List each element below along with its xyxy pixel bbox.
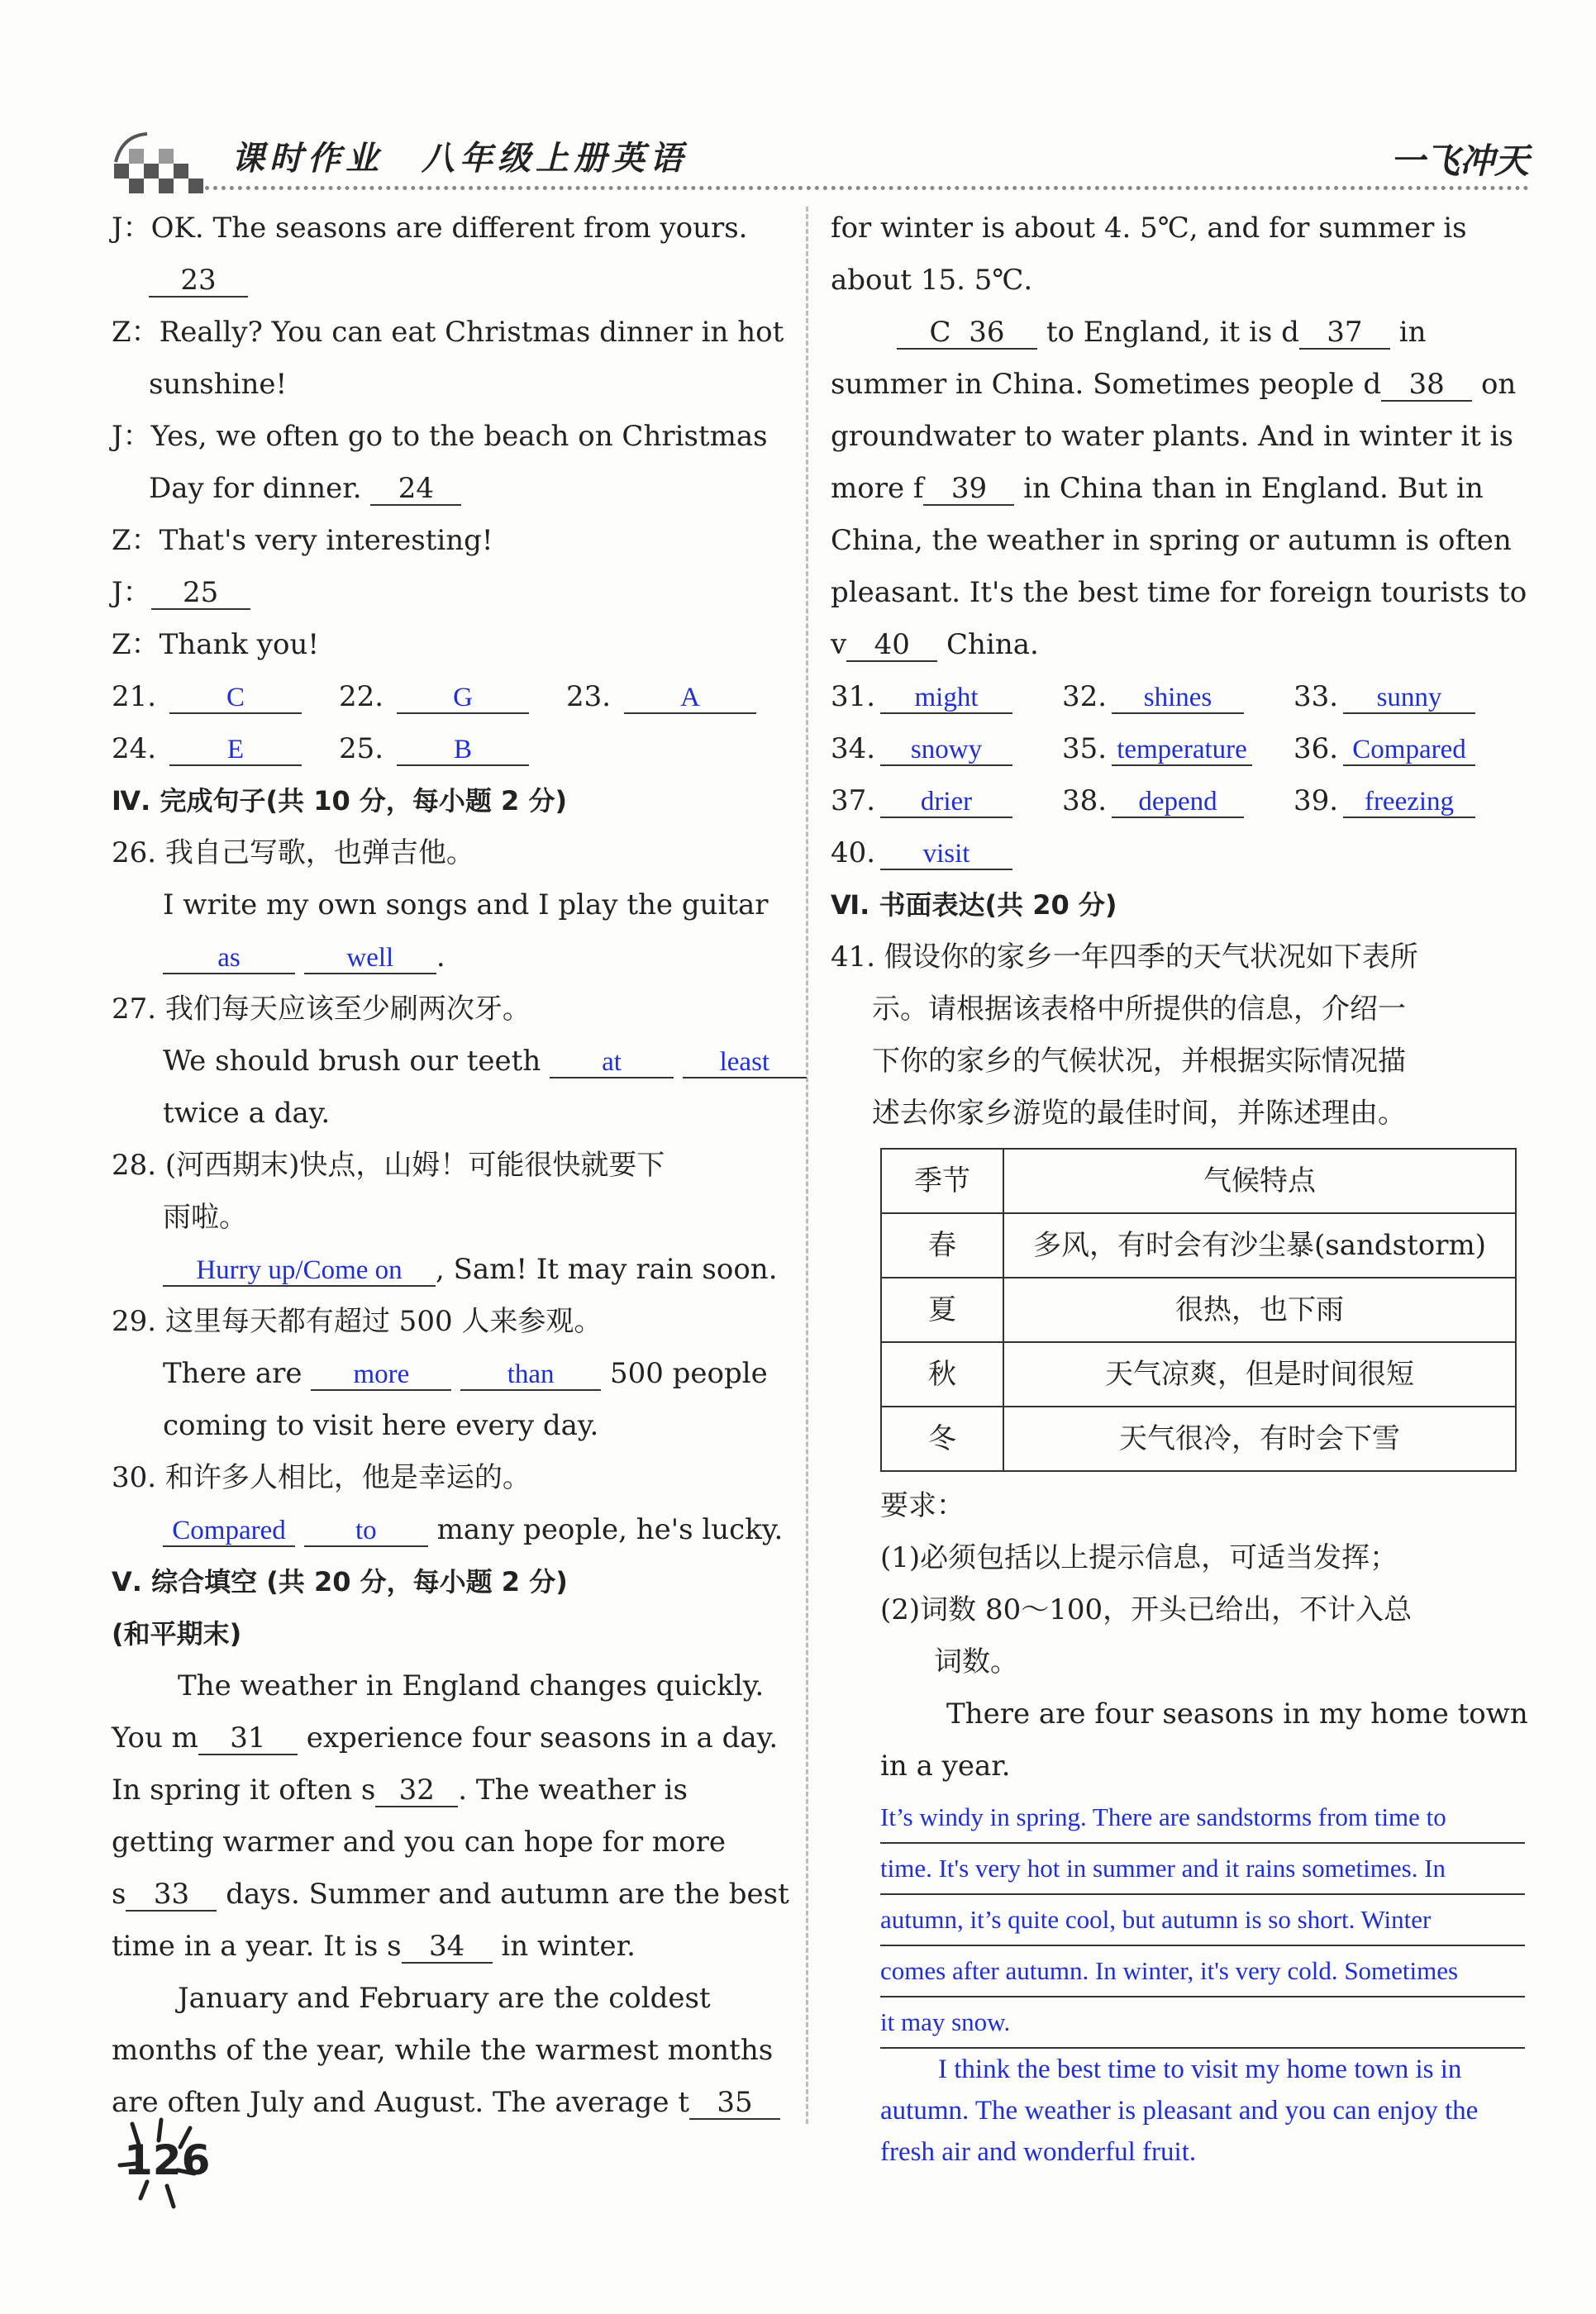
passage-text: China.	[946, 628, 1039, 661]
climate-table	[880, 1148, 1517, 1472]
answer-37: drier	[880, 787, 1012, 818]
passage-line: getting warmer and you can hope for more	[112, 1826, 727, 1859]
dialogue-speaker: J：	[112, 576, 151, 609]
answer-number: 32.	[1062, 680, 1108, 713]
answer-row-21-23	[112, 671, 798, 723]
answer-number: 36.	[1293, 732, 1339, 765]
passage-text: experience four seasons in a day.	[306, 1721, 779, 1755]
passage-text: . The weather is	[458, 1774, 688, 1807]
essay-line: time. It's very hot in summer and it rains sometimes. In	[880, 1844, 1525, 1895]
answer-number: 38.	[1062, 784, 1108, 817]
q29-english: There are	[163, 1357, 303, 1390]
answer-36: Compared	[1343, 735, 1475, 766]
answer-number: 37.	[831, 784, 876, 817]
answer-38: depend	[1112, 787, 1244, 818]
essay-start: in a year.	[880, 1750, 1011, 1783]
blank-35: 35	[689, 2088, 780, 2120]
q28-end: , Sam! It may rain soon.	[436, 1253, 778, 1286]
blank-39: 39	[923, 474, 1014, 506]
answer-29-2: than	[460, 1359, 601, 1391]
section-6-title: Ⅵ. 书面表达(共 20 分)	[831, 889, 1117, 921]
passage-line: The weather in England changes quickly.	[178, 1669, 765, 1702]
essay-line: it may snow.	[880, 1997, 1525, 2049]
blank-36: 36	[969, 316, 1005, 349]
dialogue-line: Day for dinner.	[149, 472, 362, 505]
blank-34: 34	[402, 1931, 493, 1964]
answer-26-1: as	[163, 943, 295, 974]
q41-text: 下你的家乡的气候状况，并根据实际情况描	[872, 1045, 1406, 1078]
passage-line: January and February are the coldest	[178, 1982, 711, 2015]
climate-cell: 多风，有时会有沙尘暴(sandstorm)	[1003, 1213, 1516, 1278]
dialogue-line: J：Yes, we often go to the beach on Christmas	[112, 420, 768, 453]
answer-23: A	[624, 683, 756, 714]
answer-33: sunny	[1343, 683, 1475, 714]
blank-24: 24	[370, 474, 461, 506]
answer-row-37-39	[831, 775, 1525, 827]
section-5-title: Ⅴ. 综合填空 (共 20 分，每小题 2 分)	[112, 1566, 568, 1597]
dialogue-line: J：OK. The seasons are different from yours.	[112, 212, 748, 245]
answer-40: visit	[880, 839, 1012, 870]
q29-end: coming to visit here every day.	[163, 1409, 599, 1442]
q26-end: .	[436, 940, 445, 974]
header-rule	[205, 186, 1529, 190]
answer-24: E	[169, 735, 302, 766]
season-cell: 冬	[881, 1407, 1003, 1471]
passage-line: pleasant. It's the best time for foreign tourists to	[831, 576, 1527, 609]
essay-line: autumn, it’s quite cool, but autumn is so short. Winter	[880, 1895, 1525, 1946]
answer-number: 21.	[112, 680, 157, 713]
table-row	[881, 1342, 1516, 1407]
season-cell: 秋	[881, 1342, 1003, 1407]
q26-english: I write my own songs and I play the guitar	[163, 888, 769, 921]
answer-number: 40.	[831, 836, 876, 869]
answer-25: B	[397, 735, 529, 766]
answer-21: C	[169, 683, 302, 714]
essay-line: It’s windy in spring. There are sandstorms from time to	[880, 1793, 1525, 1844]
answer-number: 39.	[1293, 784, 1339, 817]
answer-row-24-25	[112, 723, 798, 775]
essay-tail: autumn. The weather is pleasant and you can enjoy the	[880, 2096, 1479, 2126]
q30-chinese: 30. 和许多人相比，他是幸运的。	[112, 1461, 531, 1494]
essay-tail: fresh air and wonderful fruit.	[880, 2137, 1197, 2167]
answer-number: 23.	[566, 680, 612, 713]
table-header: 季节	[881, 1149, 1003, 1213]
book-title: 课时作业 八年级上册英语	[231, 140, 688, 178]
passage-text: are often July and August. The average t	[112, 2086, 689, 2119]
answer-number: 25.	[339, 732, 384, 765]
climate-cell: 天气很冷，有时会下雪	[1003, 1407, 1516, 1471]
essay-tail: I think the best time to visit my home town is in	[938, 2055, 1462, 2084]
requirements-label: 要求：	[880, 1489, 965, 1522]
answer-28: Hurry up/Come on	[163, 1255, 436, 1287]
q28-chinese: 28. (河西期末)快点，山姆！可能很快就要下	[112, 1149, 665, 1182]
answer-row-34-36	[831, 723, 1525, 775]
passage-text: days. Summer and autumn are the best	[226, 1878, 789, 1911]
column-divider	[806, 207, 808, 2124]
section-5-source: (和平期末)	[112, 1618, 242, 1650]
answer-number: 24.	[112, 732, 157, 765]
passage-line: months of the year, while the warmest months	[112, 2034, 774, 2067]
checker-logo-icon	[114, 131, 205, 197]
answer-32: shines	[1112, 683, 1244, 714]
blank-40: 40	[846, 630, 937, 662]
answer-35: temperature	[1112, 735, 1252, 766]
table-row	[881, 1213, 1516, 1278]
answer-number: 34.	[831, 732, 876, 765]
section-4-title: Ⅳ. 完成句子(共 10 分，每小题 2 分)	[112, 785, 568, 817]
page-number: 126	[124, 2136, 211, 2184]
answer-number: 31.	[831, 680, 876, 713]
table-row	[881, 1407, 1516, 1471]
q28-chinese-2: 雨啦。	[163, 1201, 247, 1234]
requirement-2: (2)词数 80～100，开头已给出，不计入总	[880, 1593, 1413, 1626]
passage-text: In spring it often s	[112, 1774, 376, 1807]
passage-text: summer in China. Sometimes people d	[831, 368, 1382, 401]
climate-cell: 很热，也下雨	[1003, 1278, 1516, 1342]
answer-29-1: more	[311, 1359, 451, 1391]
dialogue-line: Z：Really? You can eat Christmas dinner in hot	[112, 316, 784, 349]
answer-27-1: at	[550, 1047, 674, 1078]
essay-start: There are four seasons in my home town	[946, 1697, 1528, 1731]
passage-line: for winter is about 4. 5℃, and for summer is	[831, 212, 1467, 245]
blank-32: 32	[375, 1775, 458, 1807]
q27-end: twice a day.	[163, 1097, 331, 1130]
answer-27-2: least	[683, 1047, 807, 1078]
dialogue-line: Z：Thank you!	[112, 628, 320, 661]
passage-text: time in a year. It is s	[112, 1930, 402, 1963]
passage-text: in China than in England. But in	[1023, 472, 1484, 505]
passage-text: v	[831, 628, 847, 661]
q26-chinese: 26. 我自己写歌，也弹吉他。	[112, 836, 474, 869]
passage-text: s	[112, 1878, 126, 1911]
passage-line: about 15. 5℃.	[831, 264, 1033, 297]
answer-34: snowy	[880, 735, 1012, 766]
q29-mid: 500 people	[609, 1357, 768, 1390]
q27-english: We should brush our teeth	[163, 1045, 541, 1078]
table-row	[881, 1278, 1516, 1342]
season-cell: 春	[881, 1213, 1003, 1278]
essay-answer	[880, 1793, 1525, 2173]
answer-31: might	[880, 683, 1012, 714]
passage-line: China, the weather in spring or autumn is often	[831, 524, 1512, 557]
answer-30-2: to	[304, 1516, 428, 1547]
left-column	[112, 202, 798, 2129]
passage-text: in	[1398, 316, 1427, 349]
blank-31: 31	[198, 1723, 298, 1755]
answer-number: 33.	[1293, 680, 1339, 713]
answer-number: 22.	[339, 680, 384, 713]
climate-cell: 天气凉爽，但是时间很短	[1003, 1342, 1516, 1407]
blank-37: 37	[1299, 317, 1390, 350]
passage-text: in winter.	[501, 1930, 636, 1963]
dialogue-line: Z：That's very interesting!	[112, 524, 493, 557]
essay-line: comes after autumn. In winter, it's very cold. Sometimes	[880, 1946, 1525, 1997]
answer-39: freezing	[1343, 787, 1475, 818]
requirement-1: (1)必须包括以上提示信息，可适当发挥；	[880, 1541, 1398, 1574]
q27-chinese: 27. 我们每天应该至少刷两次牙。	[112, 993, 531, 1026]
page-header	[107, 124, 1529, 202]
season-cell: 夏	[881, 1278, 1003, 1342]
brand-name: 一飞冲天	[1389, 140, 1529, 181]
blank-36-letter: C	[929, 316, 951, 349]
passage-text: to England, it is d	[1046, 316, 1299, 349]
passage-text: You m	[112, 1721, 198, 1755]
passage-text: on	[1480, 368, 1517, 401]
answer-22: G	[397, 683, 529, 714]
dialogue-line: sunshine!	[149, 368, 288, 401]
passage-text: more f	[831, 472, 924, 505]
blank-23: 23	[149, 265, 248, 298]
blank-38: 38	[1381, 369, 1472, 402]
table-header-row	[881, 1149, 1516, 1213]
right-column	[831, 202, 1528, 2173]
answer-number: 35.	[1062, 732, 1108, 765]
requirement-2-cont: 词数。	[934, 1645, 1018, 1678]
q30-end: many people, he's lucky.	[436, 1513, 784, 1546]
table-header: 气候特点	[1003, 1149, 1516, 1213]
q29-chinese: 29. 这里每天都有超过 500 人来参观。	[112, 1305, 603, 1338]
answer-row-40	[831, 827, 1525, 879]
answer-26-2: well	[304, 943, 436, 974]
answer-30-1: Compared	[163, 1516, 295, 1547]
q41-text: 示。请根据该表格中所提供的信息，介绍一	[872, 993, 1406, 1026]
blank-25: 25	[151, 578, 250, 610]
blank-33: 33	[126, 1879, 217, 1912]
q41-text: 述去你家乡游览的最佳时间，并陈述理由。	[872, 1097, 1406, 1130]
answer-row-31-33	[831, 671, 1525, 723]
q41-text: 41. 假设你的家乡一年四季的天气状况如下表所	[831, 940, 1418, 974]
passage-line: groundwater to water plants. And in winter it is	[831, 420, 1513, 453]
